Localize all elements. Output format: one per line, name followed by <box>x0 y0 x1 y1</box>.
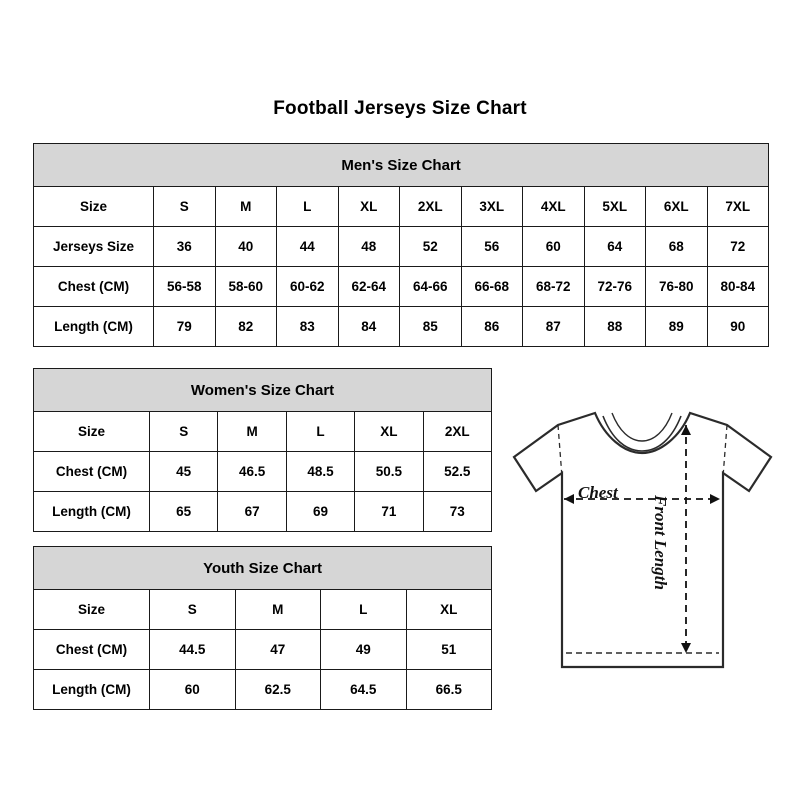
youth-table-caption: Youth Size Chart <box>34 547 492 590</box>
table-caption-row <box>34 547 492 590</box>
table-cell: 66.5 <box>406 670 492 710</box>
table-cell: 60-62 <box>277 267 339 307</box>
table-cell: 72-76 <box>584 267 646 307</box>
table-cell: 72 <box>707 227 769 267</box>
table-cell: 36 <box>154 227 216 267</box>
table-row <box>34 670 492 710</box>
table-cell: 45 <box>150 452 218 492</box>
collar-inner-line-2 <box>612 413 672 441</box>
table-row <box>34 227 769 267</box>
table-row <box>34 590 492 630</box>
table-cell: 64 <box>584 227 646 267</box>
table-cell: 66-68 <box>461 267 523 307</box>
row-label: Size <box>34 412 150 452</box>
table-cell: 51 <box>406 630 492 670</box>
table-cell: 68-72 <box>523 267 585 307</box>
womens-table-caption: Women's Size Chart <box>34 369 492 412</box>
table-cell: 3XL <box>461 187 523 227</box>
table-cell: M <box>235 590 321 630</box>
row-label: Jerseys Size <box>34 227 154 267</box>
collar-inner-line <box>603 416 681 451</box>
table-row <box>34 492 492 532</box>
table-cell: 44.5 <box>150 630 236 670</box>
table-cell: 89 <box>646 307 708 347</box>
left-shoulder-dash <box>558 425 562 477</box>
chest-arrow-right <box>710 494 720 504</box>
table-cell: 46.5 <box>218 452 286 492</box>
table-cell: M <box>215 187 277 227</box>
table-cell: 44 <box>277 227 339 267</box>
table-cell: 58-60 <box>215 267 277 307</box>
front-length-measure-label: Front Length <box>651 495 670 590</box>
table-cell: 68 <box>646 227 708 267</box>
womens-size-chart-table <box>33 368 492 532</box>
table-cell: S <box>150 590 236 630</box>
row-label: Length (CM) <box>34 492 150 532</box>
table-cell: 64.5 <box>321 670 407 710</box>
table-cell: 79 <box>154 307 216 347</box>
table-cell: 76-80 <box>646 267 708 307</box>
table-cell: 56 <box>461 227 523 267</box>
table-row <box>34 187 769 227</box>
row-label: Length (CM) <box>34 670 150 710</box>
table-cell: 50.5 <box>355 452 423 492</box>
table-row <box>34 630 492 670</box>
right-shoulder-dash <box>723 425 727 477</box>
mens-size-chart-table <box>33 143 769 347</box>
table-cell: 60 <box>523 227 585 267</box>
table-cell: 47 <box>235 630 321 670</box>
row-label: Chest (CM) <box>34 630 150 670</box>
table-cell: 65 <box>150 492 218 532</box>
row-label: Size <box>34 187 154 227</box>
table-cell: 88 <box>584 307 646 347</box>
table-cell: 5XL <box>584 187 646 227</box>
table-cell: 2XL <box>400 187 462 227</box>
table-cell: 2XL <box>423 412 491 452</box>
table-cell: 56-58 <box>154 267 216 307</box>
table-cell: 4XL <box>523 187 585 227</box>
page-title: Football Jerseys Size Chart <box>273 98 527 119</box>
table-cell: 7XL <box>707 187 769 227</box>
table-cell: 52 <box>400 227 462 267</box>
table-cell: 49 <box>321 630 407 670</box>
jersey-measurement-diagram <box>500 395 785 695</box>
table-cell: 48 <box>338 227 400 267</box>
row-label: Chest (CM) <box>34 267 154 307</box>
table-cell: L <box>321 590 407 630</box>
table-cell: 87 <box>523 307 585 347</box>
row-label: Length (CM) <box>34 307 154 347</box>
table-cell: 86 <box>461 307 523 347</box>
table-cell: 62.5 <box>235 670 321 710</box>
table-cell: XL <box>406 590 492 630</box>
table-row <box>34 267 769 307</box>
table-row <box>34 412 492 452</box>
mens-table-caption: Men's Size Chart <box>34 144 769 187</box>
row-label: Size <box>34 590 150 630</box>
table-cell: 52.5 <box>423 452 491 492</box>
front-length-arrow-bottom <box>681 643 691 653</box>
table-cell: M <box>218 412 286 452</box>
table-cell: L <box>286 412 354 452</box>
table-cell: 90 <box>707 307 769 347</box>
table-cell: S <box>154 187 216 227</box>
table-cell: 83 <box>277 307 339 347</box>
table-cell: 48.5 <box>286 452 354 492</box>
table-cell: 80-84 <box>707 267 769 307</box>
table-cell: 60 <box>150 670 236 710</box>
jersey-outline-svg <box>500 395 785 695</box>
table-cell: 82 <box>215 307 277 347</box>
table-cell: XL <box>355 412 423 452</box>
table-cell: 67 <box>218 492 286 532</box>
table-cell: 73 <box>423 492 491 532</box>
table-cell: 40 <box>215 227 277 267</box>
table-cell: L <box>277 187 339 227</box>
table-cell: 69 <box>286 492 354 532</box>
table-cell: 6XL <box>646 187 708 227</box>
table-row <box>34 452 492 492</box>
youth-size-chart-table <box>33 546 492 710</box>
table-cell: 84 <box>338 307 400 347</box>
table-cell: 62-64 <box>338 267 400 307</box>
table-cell: S <box>150 412 218 452</box>
table-cell: XL <box>338 187 400 227</box>
chest-measure-label: Chest <box>578 483 618 502</box>
table-caption-row <box>34 144 769 187</box>
table-caption-row <box>34 369 492 412</box>
table-cell: 85 <box>400 307 462 347</box>
row-label: Chest (CM) <box>34 452 150 492</box>
chest-arrow-left <box>564 494 574 504</box>
table-row <box>34 307 769 347</box>
table-cell: 71 <box>355 492 423 532</box>
table-cell: 64-66 <box>400 267 462 307</box>
